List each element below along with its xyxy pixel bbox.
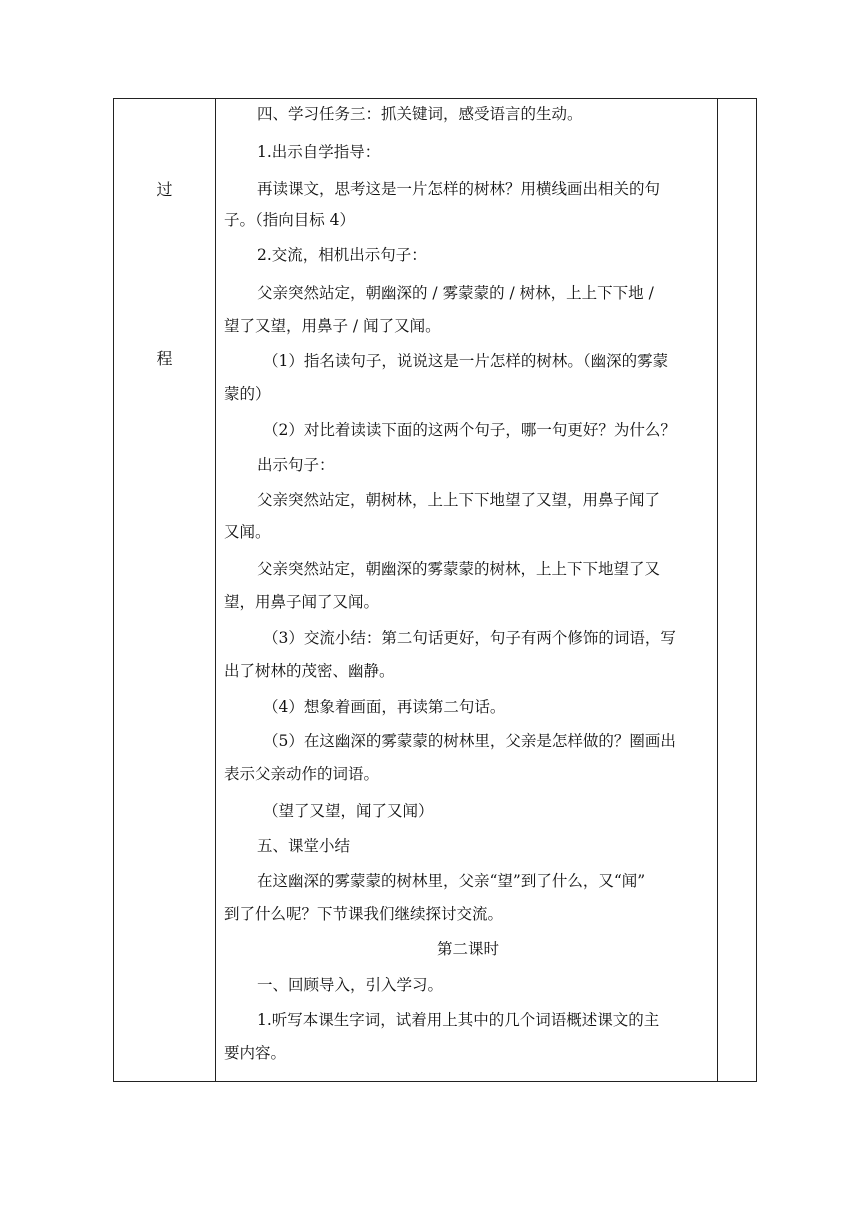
section-heading: 第二课时	[436, 940, 499, 958]
text-line: 表示父亲动作的词语。	[224, 765, 380, 783]
text-line: （5）在这幽深的雾蒙蒙的树林里，父亲是怎样做的？圈画出	[263, 732, 676, 750]
text-line: 四、学习任务三：抓关键词，感受语言的生动。	[257, 105, 583, 123]
text-line: （2）对比着读读下面的这两个句子，哪一句更好？为什么？	[263, 421, 676, 439]
text-line: （4）想象着画面，再读第二句话。	[263, 698, 506, 716]
stage-label-char-2: 程	[156, 349, 173, 368]
text-line: 父亲突然站定，朝幽深的 / 雾蒙蒙的 / 树林，上上下下地 /	[257, 284, 654, 302]
text-line: 子。（指向目标 4）	[224, 211, 356, 229]
text-line: 蒙的）	[224, 385, 271, 403]
text-line: 出了树林的茂密、幽静。	[224, 662, 395, 680]
text-line: 2.交流，相机出示句子：	[257, 246, 427, 264]
text-line: 五、课堂小结	[257, 837, 351, 855]
text-line: 1.出示自学指导：	[257, 143, 381, 161]
text-line: 到了什么呢？下节课我们继续探讨交流。	[224, 905, 504, 923]
text-line: （3）交流小结：第二句话更好，句子有两个修饰的词语，写	[263, 629, 676, 647]
text-line: 父亲突然站定，朝树林，上上下下地望了又望，用鼻子闻了	[257, 491, 661, 509]
text-line: 父亲突然站定，朝幽深的雾蒙蒙的树林，上上下下地望了又	[257, 560, 661, 578]
text-line: 又闻。	[224, 523, 271, 541]
column-divider-right	[717, 99, 718, 1081]
lesson-table	[113, 98, 757, 1082]
text-line: （望了又望，闻了又闻）	[263, 802, 434, 820]
text-line: 在这幽深的雾蒙蒙的树林里，父亲“望”到了什么，又“闻”	[257, 872, 646, 890]
text-line: 1.听写本课生字词，试着用上其中的几个词语概述课文的主	[257, 1011, 660, 1029]
text-line: 一、回顾导入，引入学习。	[257, 976, 444, 994]
text-line: 望，用鼻子闻了又闻。	[224, 593, 380, 611]
column-divider-left	[215, 99, 216, 1081]
text-line: （1）指名读句子，说说这是一片怎样的树林。（幽深的雾蒙	[263, 352, 669, 370]
text-line: 要内容。	[224, 1044, 287, 1062]
stage-label-char-1: 过	[156, 180, 173, 199]
text-line: 再读课文，思考这是一片怎样的树林？用横线画出相关的句	[257, 180, 661, 198]
text-line: 望了又望，用鼻子 / 闻了又闻。	[224, 317, 441, 335]
text-line: 出示句子：	[257, 456, 335, 474]
